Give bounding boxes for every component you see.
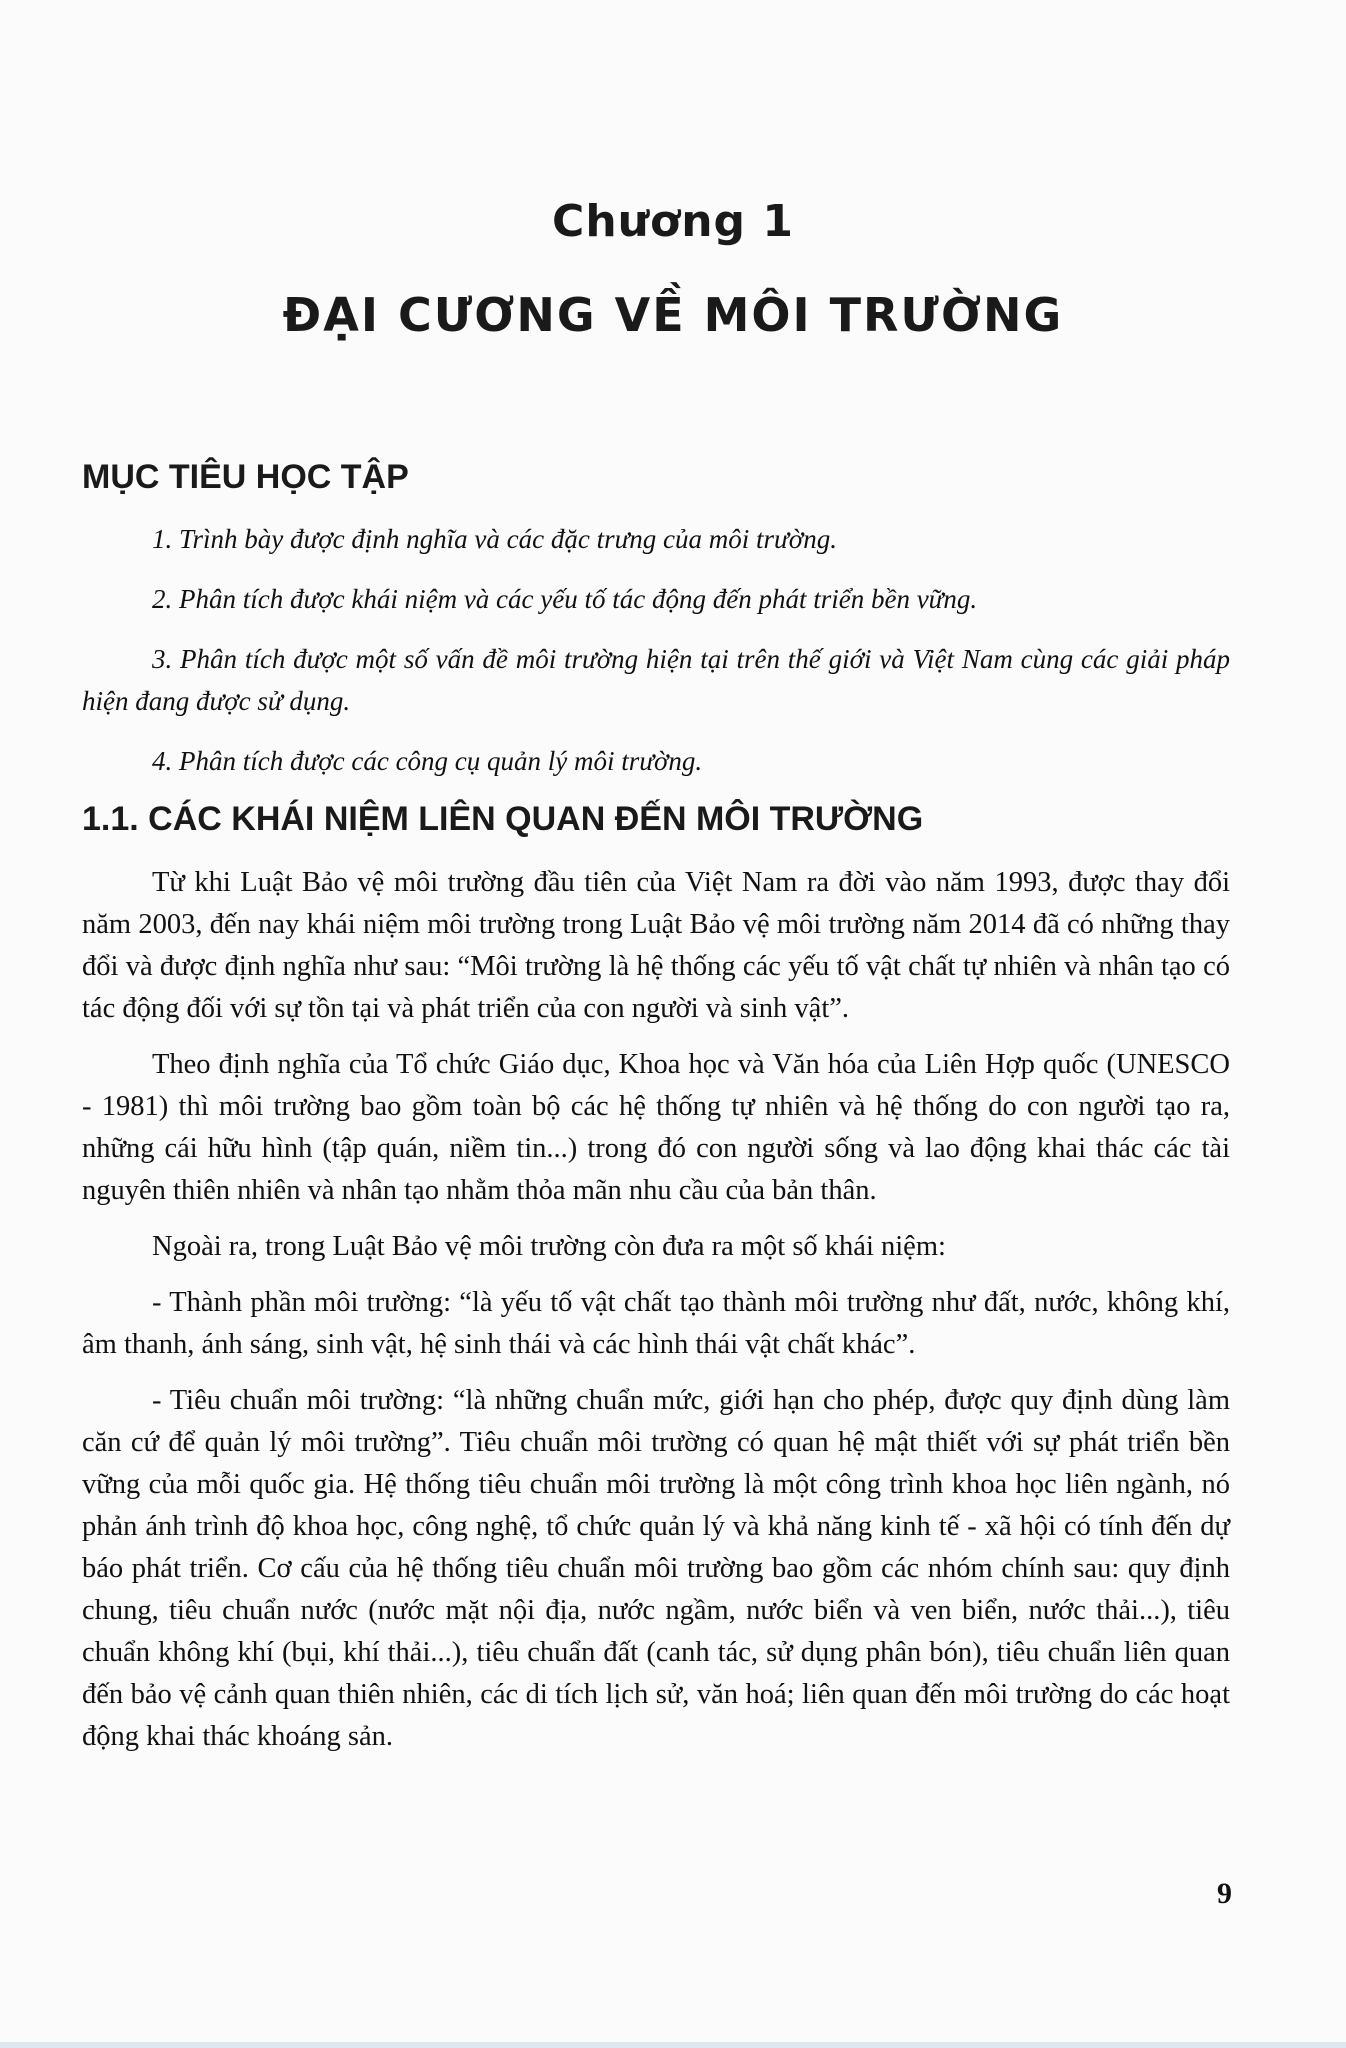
objective-item: 3. Phân tích được một số vấn đề môi trường hiện tại trên thế giới và Việt Nam cùng các giải pháp hiện đang được sử dụng.	[82, 644, 1230, 716]
body-paragraph: Theo định nghĩa của Tổ chức Giáo dục, Khoa học và Văn hóa của Liên Hợp quốc (UNESCO - 1981) thì môi trường bao gồm toàn bộ các hệ thống tự nhiên và hệ thống do con người tạo ra, những cái hữu hình (tập quán, niềm tin...) trong đó con người sống và lao động khai thác các tài nguyên thiên nhiên và nhân tạo nhằm thỏa mãn nhu cầu của bản thân.	[82, 1049, 1230, 1206]
body-paragraph: - Tiêu chuẩn môi trường: “là những chuẩn mức, giới hạn cho phép, được quy định dùng làm căn cứ để quản lý môi trường”. Tiêu chuẩn môi trường có quan hệ mật thiết với sự phát triển bền vững của mỗi quốc gia. Hệ thống tiêu chuẩn môi trường là một công trình khoa học liên ngành, nó phản ánh trình độ khoa học, công nghệ, tổ chức quản lý và khả năng kinh tế - xã hội có tính đến dự báo phát triển. Cơ cấu của hệ thống tiêu chuẩn môi trường bao gồm các nhóm chính sau: quy định chung, tiêu chuẩn nước (nước mặt nội địa, nước ngầm, nước biển và ven biển, nước thải...), tiêu chuẩn không khí (bụi, khí thải...), tiêu chuẩn đất (canh tác, sử dụng phân bón), tiêu chuẩn liên quan đến bảo vệ cảnh quan thiên nhiên, các di tích lịch sử, văn hoá; liên quan đến môi trường do các hoạt động khai thác khoáng sản.	[82, 1385, 1230, 1752]
section-heading: 1.1. CÁC KHÁI NIỆM LIÊN QUAN ĐẾN MÔI TRƯỜNG	[82, 800, 924, 838]
objective-item: 1. Trình bày được định nghĩa và các đặc trưng của môi trường.	[152, 524, 837, 554]
objectives-heading: MỤC TIÊU HỌC TẬP	[82, 458, 409, 496]
scan-edge-strip	[0, 2042, 1346, 2048]
section-body	[82, 862, 1230, 1772]
objectives-list	[82, 518, 1230, 800]
objective-item: 4. Phân tích được các công cụ quản lý môi trường.	[152, 746, 703, 776]
body-paragraph: - Thành phần môi trường: “là yếu tố vật chất tạo thành môi trường như đất, nước, không khí, âm thanh, ánh sáng, sinh vật, hệ sinh thái và các hình thái vật chất khác”.	[82, 1287, 1230, 1360]
page-number: 9	[1217, 1877, 1232, 1910]
objective-item: 2. Phân tích được khái niệm và các yếu tố tác động đến phát triển bền vững.	[152, 584, 978, 614]
body-paragraph: Ngoài ra, trong Luật Bảo vệ môi trường còn đưa ra một số khái niệm:	[152, 1231, 946, 1262]
body-paragraph: Từ khi Luật Bảo vệ môi trường đầu tiên của Việt Nam ra đời vào năm 1993, được thay đổi năm 2003, đến nay khái niệm môi trường trong Luật Bảo vệ môi trường năm 2014 đã có những thay đổi và được định nghĩa như sau: “Môi trường là hệ thống các yếu tố vật chất tự nhiên và nhân tạo có tác động đối với sự tồn tại và phát triển của con người và sinh vật”.	[82, 867, 1230, 1024]
chapter-title: ĐẠI CƯƠNG VỀ MÔI TRƯỜNG	[282, 288, 1064, 342]
chapter-number: Chương 1	[552, 196, 794, 247]
